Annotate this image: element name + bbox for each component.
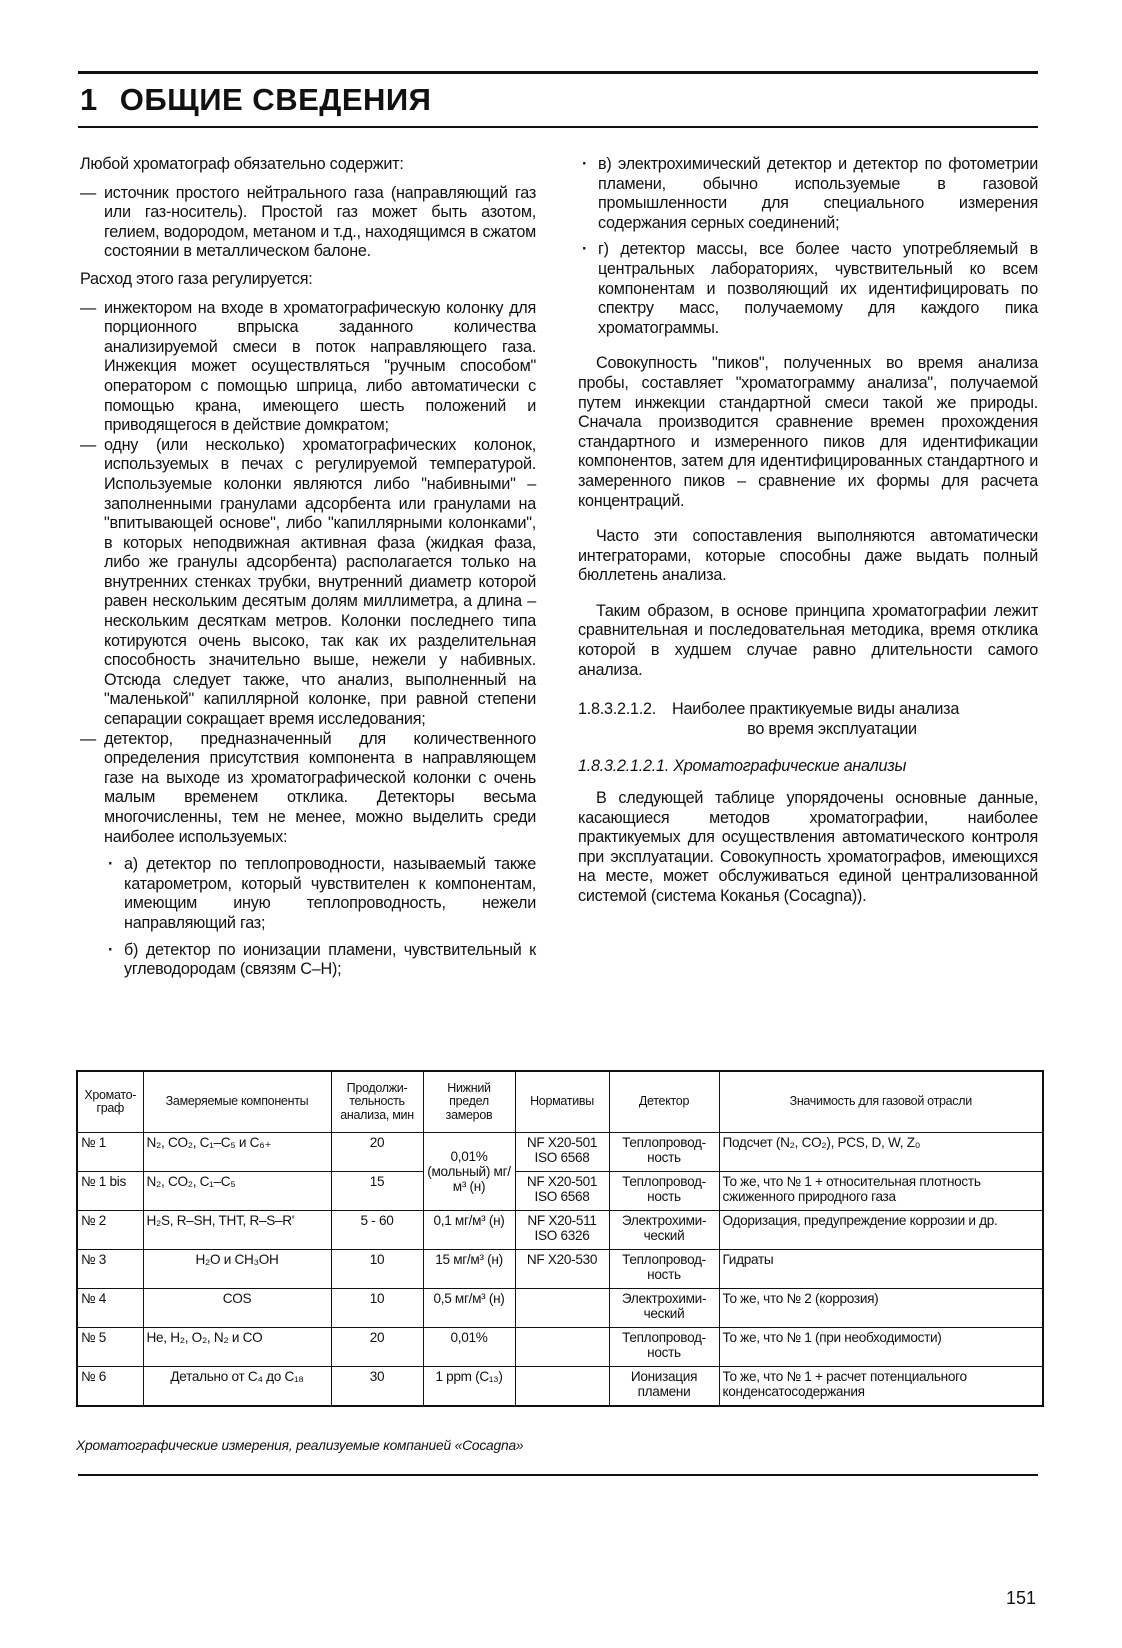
header-duration: Продолжи-тельность анализа, мин (331, 1071, 423, 1133)
chapter-title (80, 82, 431, 118)
chromatography-table (76, 1070, 1044, 1407)
table-row (77, 1172, 1043, 1211)
section-title-line-1: Наиболее практикуемые виды анализа (672, 700, 960, 719)
cell-limit: 0,5 мг/м³ (н) (423, 1289, 515, 1328)
cell-duration: 10 (331, 1250, 423, 1289)
header-chromatograph: Хромато-граф (77, 1071, 143, 1133)
cell-significance: Одоризация, предупреждение коррозии и др. (719, 1211, 1043, 1250)
chapter-title-text: ОБЩИЕ СВЕДЕНИЯ (119, 82, 432, 117)
principle-paragraph: Таким образом, в основе принципа хроматографии лежит сравнительная и последовательная методика, время отклика которой в худшем случае равно длительности самого анализа. (578, 601, 1038, 679)
cell-duration: 5 - 60 (331, 1211, 423, 1250)
cell-components: Детально от C₄ до C₁₈ (143, 1367, 331, 1407)
header-components: Замеряемые компоненты (143, 1071, 331, 1133)
table-row (77, 1289, 1043, 1328)
cell-components: N₂, CO₂, C₁–C₅ и C₆₊ (143, 1133, 331, 1172)
left-column (80, 155, 536, 987)
list-item-gas-source: — источник простого нейтрального газа (направляющий газ или газ-носитель). Простой газ может быть азотом, гелием, водородом, метаном и т.д., находящимся в сжатом состоянии в металлическом балоне. (80, 184, 536, 262)
cell-standards: NF X20-501 ISO 6568 (515, 1172, 609, 1211)
cell-duration: 20 (331, 1133, 423, 1172)
cell-duration: 30 (331, 1367, 423, 1407)
table-row (77, 1250, 1043, 1289)
cell-standards: NF X20-530 (515, 1250, 609, 1289)
cell-duration: 10 (331, 1289, 423, 1328)
detector-item-b: · б) детектор по ионизации пламени, чувствительный к углеводородам (связям C–H); (104, 941, 536, 980)
integrators-paragraph: Часто эти сопоставления выполняются автоматически интеграторами, которые способны даже выдать полный бюллетень анализа. (578, 527, 1038, 585)
detector-item-c: · в) электрохимический детектор и детектор по фотометрии пламени, обычно используемые в газовой промышленности для специального измерения содержания серных соединений; (578, 155, 1038, 233)
list-item-columns: — одну (или несколько) хроматографических колонок, используемых в печах с регулируемой температурой. Используемые колонки являются либо "набивными" – заполненными гранулами адсорбента или гранулами на "впитывающей основе", либо "капиллярными колонками", в которых неподвижная активная фаза (жидкая фаза, либо же гранулы адсорбента) располагается только на внутренних стенках трубки, внутренний диаметр которой равен нескольким десятым долям миллиметра, а длина – нескольким десяткам метров. Колонки последнего типа котируются очень высоко, так как их разделительная способность значительно выше, нежели у набивных. Отсюда следует также, что анализ, выполненный на "маленькой" капиллярной колонке, при равной степени сепарации сокращает время исследования; (80, 436, 536, 730)
cell-id: № 4 (77, 1289, 143, 1328)
cell-detector: Теплопровод-ность (609, 1172, 719, 1211)
cell-detector: Теплопровод-ность (609, 1328, 719, 1367)
cell-detector: Электрохими-ческий (609, 1211, 719, 1250)
chapter-number: 1 (80, 82, 98, 117)
detector-types-list (104, 855, 536, 980)
table-row (77, 1133, 1043, 1172)
cell-duration: 15 (331, 1172, 423, 1211)
components-list (80, 184, 536, 262)
detector-item-a: · а) детектор по теплопроводности, называемый также катарометром, который чувствителен к компонентам, имеющим иную теплопроводность, нежели направляющий газ; (104, 855, 536, 933)
cell-detector: Теплопровод-ность (609, 1250, 719, 1289)
table-caption: Хроматографические измерения, реализуемые компанией «Cocagna» (76, 1438, 524, 1453)
table-row (77, 1367, 1043, 1407)
table-intro-paragraph: В следующей таблице упорядочены основные данные, касающиеся методов хроматографии, наиболее практикуемых для осуществления автоматического контроля при эксплуатации. Совокупность хроматографов, имеющихся на месте, может обслуживаться единой централизованной системой (система Коканья (Cocagna)). (578, 789, 1038, 905)
cell-components: He, H₂, O₂, N₂ и CO (143, 1328, 331, 1367)
cell-id: № 1 (77, 1133, 143, 1172)
peaks-paragraph: Совокупность "пиков", полученных во время анализа пробы, составляет "хроматограмму анализа", получаемой путем инжекции стандартной смеси такой же природы. Сначала производится сравнение времен прохождения стандартного и измеренного пиков для идентификации компонентов, затем для идентифицированных стандартного и замеренного пиков – сравнение их формы для расчета концентраций. (578, 354, 1038, 510)
cell-limit: 1 ppm (C₁₃) (423, 1367, 515, 1407)
page-number: 151 (1005, 1588, 1036, 1608)
cell-components: N₂, CO₂, C₁–C₅ (143, 1172, 331, 1211)
cell-standards (515, 1289, 609, 1328)
cell-significance: То же, что № 2 (коррозия) (719, 1289, 1043, 1328)
cell-components: H₂O и CH₃OH (143, 1250, 331, 1289)
table-row (77, 1211, 1043, 1250)
right-column (578, 155, 1038, 916)
cell-significance: То же, что № 1 + относительная плотность сжиженного природного газа (719, 1172, 1043, 1211)
cell-shared-limit: 0,01% (мольный) мг/м³ (н) (423, 1133, 515, 1211)
table-header-row (77, 1071, 1043, 1133)
subsection-heading: 1.8.3.2.1.2.1. Хроматографические анализы (578, 757, 907, 776)
cell-id: № 6 (77, 1367, 143, 1407)
cell-standards (515, 1328, 609, 1367)
flow-list (80, 299, 536, 848)
list-item-detector: — детектор, предназначенный для количественного определения присутствия компонента в направляющем газе на выходе из хроматографической колонки с очень малым временем отклика. Детекторы весьма многочисленны, тем не менее, можно выделить среди наиболее используемых: (80, 730, 536, 848)
section-heading (578, 700, 1038, 739)
list-item-injector: — инжектором на входе в хроматографическую колонку для порционного впрыска заданного количества анализируемой смеси в поток направляющего газа. Инжекция может осуществляться "ручным способом" оператором с помощью шприца, либо автоматически с помощью крана, имеющего шесть положений и приводящегося в действие домкратом; (80, 299, 536, 436)
cell-id: № 1 bis (77, 1172, 143, 1211)
header-bottom-rule (78, 126, 1038, 128)
section-title-line-2: во время эксплуатации (747, 719, 917, 738)
footer-rule (78, 1474, 1038, 1476)
cell-significance: Гидраты (719, 1250, 1043, 1289)
cell-components: COS (143, 1289, 331, 1328)
detector-types-list-continued (578, 155, 1038, 338)
header-lower-limit: Нижний предел замеров (423, 1071, 515, 1133)
cell-limit: 0,1 мг/м³ (н) (423, 1211, 515, 1250)
intro-paragraph: Любой хроматограф обязательно содержит: (80, 155, 404, 173)
cell-standards: NF X20-501 ISO 6568 (515, 1133, 609, 1172)
header-detector: Детектор (609, 1071, 719, 1133)
cell-limit: 0,01% (423, 1328, 515, 1367)
header-top-rule (78, 71, 1038, 74)
flow-intro-paragraph: Расход этого газа регулируется: (80, 269, 313, 288)
header-standards: Нормативы (515, 1071, 609, 1133)
header-significance: Значимость для газовой отрасли (719, 1071, 1043, 1133)
cell-standards: NF X20-511 ISO 6326 (515, 1211, 609, 1250)
cell-duration: 20 (331, 1328, 423, 1367)
cell-significance: То же, что № 1 + расчет потенциального конденсатосодержания (719, 1367, 1043, 1407)
cell-detector: Электрохими-ческий (609, 1289, 719, 1328)
cell-components: H₂S, R–SH, THT, R–S–R' (143, 1211, 331, 1250)
table-row (77, 1328, 1043, 1367)
cell-standards (515, 1367, 609, 1407)
section-number: 1.8.3.2.1.2. (578, 700, 657, 719)
cell-detector: Ионизация пламени (609, 1367, 719, 1407)
cell-limit: 15 мг/м³ (н) (423, 1250, 515, 1289)
detector-item-d: · г) детектор массы, все более часто употребляемый в центральных лабораториях, чувствительный ко всем компонентам и позволяющий их идентифицировать по спектру масс, получаемому для каждого пика хроматограммы. (578, 240, 1038, 338)
cell-detector: Теплопровод-ность (609, 1133, 719, 1172)
cell-id: № 2 (77, 1211, 143, 1250)
cell-id: № 5 (77, 1328, 143, 1367)
cell-id: № 3 (77, 1250, 143, 1289)
cell-significance: Подсчет (N₂, CO₂), PCS, D, W, Z₀ (719, 1133, 1043, 1172)
cell-significance: То же, что № 1 (при необходимости) (719, 1328, 1043, 1367)
